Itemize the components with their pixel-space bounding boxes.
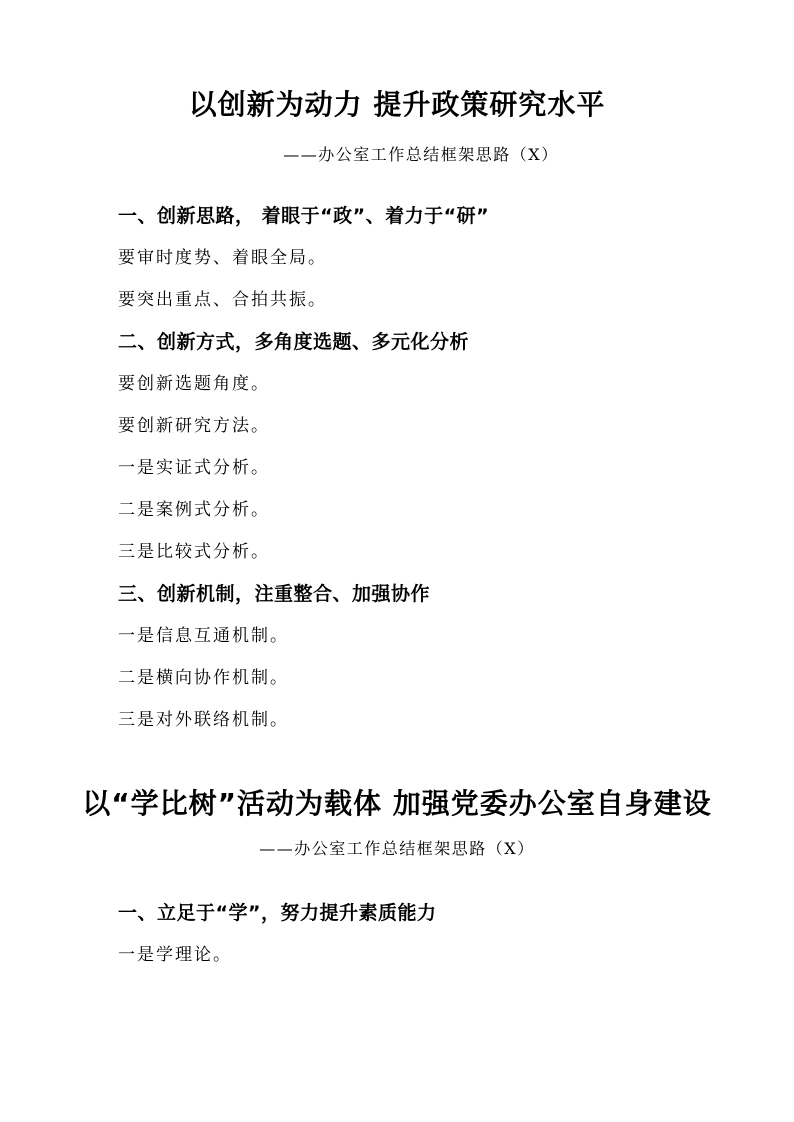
section-spacer: [0, 741, 794, 781]
doc1-item: 要创新研究方法。: [118, 416, 270, 436]
doc2-body: [0, 861, 794, 976]
doc1-subtitle: ——办公室工作总结框架思路（X）: [283, 145, 559, 164]
doc2-title: 以“学比树”活动为载体 加强党委办公室自身建设: [82, 787, 712, 820]
doc1-item: 一是信息互通机制。: [118, 626, 289, 646]
doc1-item: 三是比较式分析。: [118, 542, 270, 562]
doc1-item: 一是实证式分析。: [118, 458, 270, 478]
doc1-item: 二是横向协作机制。: [118, 668, 289, 688]
doc1-heading-3: 三、创新机制，注重整合、加强协作: [118, 583, 431, 605]
doc1-heading-1: 一、创新思路， 着眼于“政”、着力于“研”: [118, 205, 490, 227]
doc1-title: 以创新为动力 提升政策研究水平: [188, 88, 606, 121]
doc1-body: [0, 167, 794, 741]
doc2-item: 一是学理论。: [118, 945, 232, 965]
doc1-item: 要创新选题角度。: [118, 374, 270, 394]
doc1-item: 三是对外联络机制。: [118, 710, 289, 730]
doc1-item: 要审时度势、着眼全局。: [118, 248, 327, 268]
doc2-subtitle: ——办公室工作总结框架思路（X）: [259, 839, 535, 858]
doc1-heading-2: 二、创新方式，多角度选题、多元化分析: [118, 331, 470, 353]
doc1-item: 要突出重点、合拍共振。: [118, 290, 327, 310]
doc1-item: 二是案例式分析。: [118, 500, 270, 520]
doc2-heading-1: 一、立足于“学”，努力提升素质能力: [118, 902, 437, 924]
